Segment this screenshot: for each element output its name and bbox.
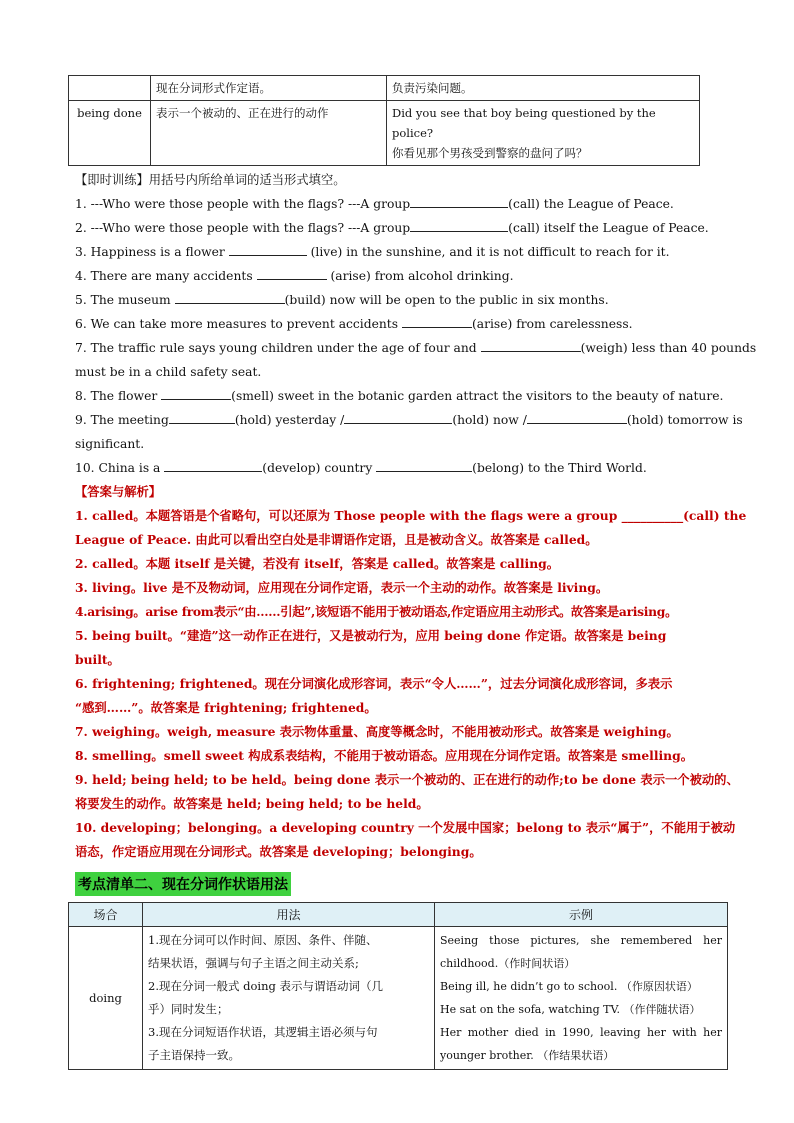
usage-line: 子主语保持一致。 <box>148 1048 240 1062</box>
answer-blank[interactable] <box>175 290 285 304</box>
answer-3: 3. living。live 是不及物动词，应用现在分词作定语，表示一个主动的动作。故答案是 living。 <box>75 580 609 595</box>
example-cell <box>435 927 728 1070</box>
answer-1-continued: League of Peace. 由此可以看出空白处是非谓语作定语，且是被动含义。故答案是 called。 <box>75 532 598 547</box>
question-text: (call) itself the League of Peace. <box>508 221 709 235</box>
answer-blank[interactable] <box>344 410 452 424</box>
table-row <box>69 927 728 1070</box>
example-line: Seeing those pictures, she remembered her <box>440 934 722 947</box>
answer-5: 5. being built。“建造”这一动作正在进行，又是被动行为，应用 being done 作定语。故答案是 being <box>75 628 667 643</box>
exercise-section <box>75 168 757 480</box>
question-5 <box>75 288 720 312</box>
question-text: 2. ---Who were those people with the flags? ---A group <box>75 221 411 235</box>
table-cell: being done <box>69 101 151 166</box>
table-cell: 负责污染问题。 <box>387 76 700 101</box>
question-9-continued: significant. <box>75 437 145 451</box>
question-text: 7. The traffic rule says young children under the age of four and <box>75 341 481 355</box>
question-text: 4. There are many accidents <box>75 269 257 283</box>
answer-10-continued: 语态，作定语应用现在分词形式。故答案是 developing；belonging。 <box>75 844 482 859</box>
table-row <box>69 76 700 101</box>
question-text: (call) the League of Peace. <box>508 197 674 211</box>
answers-section <box>75 480 747 864</box>
answer-8: 8. smelling。smell sweet 构成系表结构，不能用于被动语态。应用现在分词作定语。故答案是 smelling。 <box>75 748 694 763</box>
answer-6: 6. frightening; frightened。现在分词演化成形容词，表示“令人……”，过去分词演化成形容词，多表示 <box>75 676 673 691</box>
answer-blank[interactable] <box>481 338 581 352</box>
usage-line: 结果状语，强调与句子主语之间主动关系; <box>148 956 359 970</box>
question-text: (arise) from carelessness. <box>471 317 633 331</box>
question-6 <box>75 312 720 336</box>
answer-4: 4.arising。arise from表示“由……引起”,该短语不能用于被动语态,作定语应用主动形式。故答案是arising。 <box>75 604 678 619</box>
question-text: 9. The meeting <box>75 413 169 427</box>
question-text: (belong) to the Third World. <box>472 461 647 475</box>
table-row <box>69 101 700 166</box>
question-text: (live) in the sunshine, and it is not difficult to reach for it. <box>306 245 670 259</box>
grammar-table-top <box>68 75 700 166</box>
answer-6-continued: “感到……”。故答案是 frightening; frightened。 <box>75 700 377 715</box>
answer-blank[interactable] <box>376 458 472 472</box>
question-text: (hold) yesterday / <box>234 413 345 427</box>
example-english: Did you see that boy being questioned by the police? <box>392 106 656 140</box>
table-cell: 表示一个被动的、正在进行的动作 <box>151 101 387 166</box>
example-line: Being ill, he didn’t go to school. （作原因状语） <box>440 980 698 993</box>
answer-blank[interactable] <box>164 458 262 472</box>
example-line: He sat on the sofa, watching TV. （作伴随状语） <box>440 1003 701 1016</box>
question-2 <box>75 216 720 240</box>
question-text: 10. China is a <box>75 461 165 475</box>
answer-10: 10. developing；belonging。a developing country 一个发展中国家；belong to 表示“属于”，不能用于被动 <box>75 820 736 835</box>
answer-blank[interactable] <box>161 386 231 400</box>
example-line: Her mother died in 1990, leaving her with her <box>440 1026 722 1039</box>
question-8 <box>75 384 724 408</box>
question-text: 6. We can take more measures to prevent accidents <box>75 317 402 331</box>
answer-5-continued: built。 <box>75 652 120 667</box>
column-header: 示例 <box>435 903 728 927</box>
question-text: 5. The museum <box>75 293 175 307</box>
usage-line: 3.现在分词短语作状语，其逻辑主语必须与句 <box>148 1025 378 1039</box>
column-header: 场合 <box>69 903 143 927</box>
table-cell <box>387 101 700 166</box>
question-text: (build) now will be open to the public in six months. <box>284 293 609 307</box>
answer-blank[interactable] <box>229 242 307 256</box>
question-3 <box>75 240 720 264</box>
column-header: 用法 <box>143 903 435 927</box>
question-7-continued: must be in a child safety seat. <box>75 365 262 379</box>
question-7 <box>75 336 757 360</box>
example-line: younger brother. （作结果状语） <box>440 1049 615 1062</box>
question-text: (develop) country <box>262 461 377 475</box>
usage-line: 1.现在分词可以作时间、原因、条件、伴随、 <box>148 933 378 947</box>
question-text: 8. The flower <box>75 389 162 403</box>
answer-blank[interactable] <box>410 194 508 208</box>
table-header-row <box>69 903 728 927</box>
answer-blank[interactable] <box>527 410 627 424</box>
answer-blank[interactable] <box>410 218 508 232</box>
answer-blank[interactable] <box>257 266 327 280</box>
usage-line: 乎）同时发生； <box>148 1002 229 1016</box>
answer-1: 1. called。本题答语是个省略句，可以还原为 Those people with the flags were a group __________(call) the <box>75 508 747 523</box>
example-chinese: 你看见那个男孩受到警察的盘问了吗？ <box>392 146 588 160</box>
answer-7: 7. weighing。weigh, measure 表示物体重量、高度等概念时，不能用被动形式。故答案是 weighing。 <box>75 724 679 739</box>
answer-blank[interactable] <box>402 314 472 328</box>
answer-2: 2. called。本题 itself 是关键，若没有 itself，答案是 called。故答案是 calling。 <box>75 556 560 571</box>
example-line: childhood.（作时间状语） <box>440 957 576 970</box>
exercise-heading: 【即时训练】用括号内所给单词的适当形式填空。 <box>75 173 346 187</box>
question-10 <box>75 456 720 480</box>
question-text: 1. ---Who were those people with the flags? ---A group <box>75 197 411 211</box>
participle-adverbial-table <box>68 902 728 1070</box>
table-cell: doing <box>69 927 143 1070</box>
question-text: 3. Happiness is a flower <box>75 245 229 259</box>
question-text: (hold) tomorrow is <box>626 413 743 427</box>
question-text: (smell) sweet in the botanic garden attract the visitors to the beauty of nature. <box>231 389 724 403</box>
question-text: (arise) from alcohol drinking. <box>326 269 514 283</box>
question-4 <box>75 264 720 288</box>
table-cell <box>69 76 151 101</box>
table-cell: 现在分词形式作定语。 <box>151 76 387 101</box>
answer-9: 9. held; being held; to be held。being done 表示一个被动的、正在进行的动作;to be done 表示一个被动的、 <box>75 772 739 787</box>
question-1 <box>75 192 720 216</box>
answer-blank[interactable] <box>169 410 235 424</box>
answer-9-continued: 将要发生的动作。故答案是 held; being held; to be held。 <box>75 796 429 811</box>
answers-heading: 【答案与解析】 <box>75 484 162 499</box>
question-text: (hold) now / <box>452 413 527 427</box>
document-page <box>75 75 757 1070</box>
section-title: 考点清单二、现在分词作状语用法 <box>75 872 291 896</box>
usage-line: 2.现在分词一般式 doing 表示与谓语动词（几 <box>148 979 384 993</box>
question-text: (weigh) less than 40 pounds <box>580 341 757 355</box>
usage-cell <box>143 927 435 1070</box>
question-9 <box>75 408 743 432</box>
